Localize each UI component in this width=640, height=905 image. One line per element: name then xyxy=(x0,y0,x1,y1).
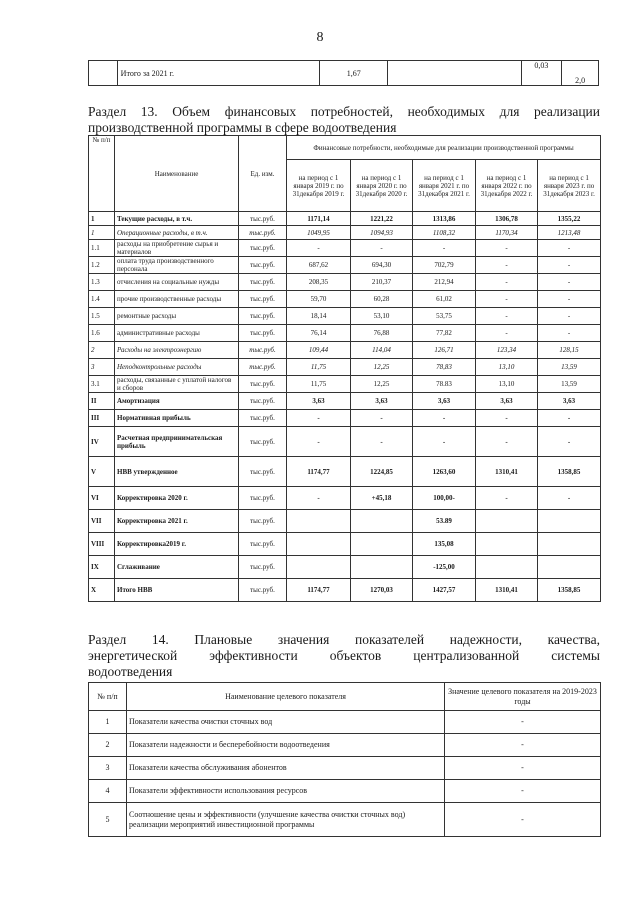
row-value xyxy=(476,533,538,556)
row-value: - xyxy=(476,257,538,274)
row-value xyxy=(287,510,351,533)
row-value: - xyxy=(538,308,601,325)
col-header-period: на период с 1 января 2021 г. по 31декабря 2021 г. xyxy=(413,160,476,212)
row-value xyxy=(351,510,413,533)
row-value: 1355,22 xyxy=(538,212,601,226)
heading-line: Раздел 14. Плановые значения показателей надежности, качества, xyxy=(88,632,600,647)
row-value: 3,63 xyxy=(351,393,413,410)
row-value: - xyxy=(351,427,413,457)
row-value xyxy=(287,556,351,579)
row-unit: тыс.руб. xyxy=(239,556,287,579)
table-row xyxy=(89,359,601,376)
row-name: Показатели надежности и бесперебойности водоотведения xyxy=(127,734,445,757)
row-value: 1306,78 xyxy=(476,212,538,226)
row-number: 1.5 xyxy=(89,308,115,325)
col-header-group: Финансовые потребности, необходимые для реализации производственной программы xyxy=(287,136,601,160)
row-name: Корректировка2019 г. xyxy=(115,533,239,556)
row-value: 1358,85 xyxy=(538,457,601,487)
col-header-num: № п/п xyxy=(89,683,127,711)
row-number: 2 xyxy=(89,734,127,757)
row-value: - xyxy=(476,325,538,342)
row-value: 53.89 xyxy=(413,510,476,533)
row-number: 5 xyxy=(89,803,127,837)
row-name: оплата труда производственного персонала xyxy=(115,257,239,274)
row-value: - xyxy=(538,427,601,457)
header-row xyxy=(89,683,601,711)
col-header-period: на период с 1 января 2022 г. по 31декабря 2022 г. xyxy=(476,160,538,212)
row-value: 1224,85 xyxy=(351,457,413,487)
row-value: 3,63 xyxy=(476,393,538,410)
row-name: Расчетная предпринимательская прибыль xyxy=(115,427,239,457)
table-row xyxy=(89,734,601,757)
row-name: Неподконтрольные расходы xyxy=(115,359,239,376)
row-value: - xyxy=(476,308,538,325)
row-value: 1049,95 xyxy=(287,226,351,240)
row-unit: тыс.руб. xyxy=(239,257,287,274)
col-header-period: на период с 1 января 2019 г. по 31декабря 2019 г. xyxy=(287,160,351,212)
row-value: - xyxy=(413,410,476,427)
row-number: 3 xyxy=(89,359,115,376)
row-value: 1263,60 xyxy=(413,457,476,487)
table-row xyxy=(89,308,601,325)
table-row xyxy=(89,393,601,410)
row-unit: тыс.руб. xyxy=(239,308,287,325)
table-row xyxy=(89,61,599,86)
row-number: 1.6 xyxy=(89,325,115,342)
table-row xyxy=(89,212,601,226)
row-value: - xyxy=(476,487,538,510)
row-number: 3 xyxy=(89,757,127,780)
row-value xyxy=(538,533,601,556)
row-value: 13,10 xyxy=(476,376,538,393)
heading-line: Раздел 13. Объем финансовых потребностей, необходимых для реализации xyxy=(88,104,600,119)
row-value xyxy=(476,510,538,533)
row-value: 11,75 xyxy=(287,376,351,393)
row-value: - xyxy=(413,427,476,457)
row-unit: тыс.руб. xyxy=(239,579,287,602)
col-header-name: Наименование целевого показателя xyxy=(127,683,445,711)
row-unit: тыс.руб. xyxy=(239,457,287,487)
row-value: 12,25 xyxy=(351,359,413,376)
col-header-value: Значение целевого показателя на 2019-2023 годы xyxy=(445,683,601,711)
row-value: - xyxy=(538,240,601,257)
row-value: 208,35 xyxy=(287,274,351,291)
carry-over-table xyxy=(88,60,599,86)
row-number: X xyxy=(89,579,115,602)
row-value: 1,67 xyxy=(320,61,388,86)
row-value: 76,88 xyxy=(351,325,413,342)
row-value: - xyxy=(476,274,538,291)
row-number: 1 xyxy=(89,711,127,734)
row-number: 1.4 xyxy=(89,291,115,308)
row-value: 13,59 xyxy=(538,359,601,376)
row-unit: тыс.руб. xyxy=(239,427,287,457)
row-value: 694,30 xyxy=(351,257,413,274)
row-value: - xyxy=(445,757,601,780)
row-name: Показатели качества обслуживания абонентов xyxy=(127,757,445,780)
row-value: 1310,41 xyxy=(476,457,538,487)
row-unit: тыс.руб. xyxy=(239,487,287,510)
row-number: 1 xyxy=(89,226,115,240)
table-row xyxy=(89,487,601,510)
row-value xyxy=(476,556,538,579)
row-value: - xyxy=(445,711,601,734)
table-row xyxy=(89,533,601,556)
row-number: 1.2 xyxy=(89,257,115,274)
row-value: 114,04 xyxy=(351,342,413,359)
row-name: Нормативная прибыль xyxy=(115,410,239,427)
row-value: - xyxy=(476,240,538,257)
table-row xyxy=(89,579,601,602)
table-row xyxy=(89,410,601,427)
row-unit: тыс.руб. xyxy=(239,533,287,556)
table-row xyxy=(89,226,601,240)
row-value: +45,18 xyxy=(351,487,413,510)
row-unit: тыс.руб. xyxy=(239,240,287,257)
row-name: Соотношение цены и эффективности (улучшение качества очистки сточных вод) реализации мероприятий инвестиционной программы xyxy=(127,803,445,837)
row-value: - xyxy=(538,291,601,308)
row-value: - xyxy=(476,427,538,457)
target-indicators-table xyxy=(88,682,601,837)
row-number: 1.1 xyxy=(89,240,115,257)
table-row xyxy=(89,711,601,734)
row-name: Текущие расходы, в т.ч. xyxy=(115,212,239,226)
row-value: 1171,14 xyxy=(287,212,351,226)
table-row xyxy=(89,780,601,803)
row-value: 1094,93 xyxy=(351,226,413,240)
row-value: 3,63 xyxy=(413,393,476,410)
row-value xyxy=(538,510,601,533)
row-value: 109,44 xyxy=(287,342,351,359)
row-name: расходы, связанные с уплатой налогов и сборов xyxy=(115,376,239,393)
row-unit: тыс.руб. xyxy=(239,325,287,342)
row-number: 3.1 xyxy=(89,376,115,393)
row-number: 2 xyxy=(89,342,115,359)
table-row xyxy=(89,757,601,780)
row-value: 61,02 xyxy=(413,291,476,308)
row-number: VI xyxy=(89,487,115,510)
row-number: IX xyxy=(89,556,115,579)
table-row xyxy=(89,291,601,308)
row-value: 687,62 xyxy=(287,257,351,274)
heading-line: водоотведения xyxy=(88,664,173,679)
section-14-heading xyxy=(88,632,600,680)
table-row xyxy=(89,457,601,487)
row-value: 1358,85 xyxy=(538,579,601,602)
row-value: 78,83 xyxy=(413,359,476,376)
row-name: Расходы на электроэнергию xyxy=(115,342,239,359)
row-number: V xyxy=(89,457,115,487)
table-row xyxy=(89,556,601,579)
row-value: 12,25 xyxy=(351,376,413,393)
row-value: 1108,32 xyxy=(413,226,476,240)
row-value: 11,75 xyxy=(287,359,351,376)
row-name: НВВ утвержденное xyxy=(115,457,239,487)
row-value: 1174,77 xyxy=(287,457,351,487)
section-13-heading xyxy=(88,104,600,136)
row-label: Итого за 2021 г. xyxy=(117,61,319,86)
row-name: расходы на приобретение сырья и материалов xyxy=(115,240,239,257)
row-value: 123,34 xyxy=(476,342,538,359)
row-value xyxy=(351,556,413,579)
row-value: 1270,03 xyxy=(351,579,413,602)
row-value: 1174,77 xyxy=(287,579,351,602)
col-header-num: № п/п xyxy=(89,136,115,212)
row-unit: тыс.руб. xyxy=(239,410,287,427)
row-number: III xyxy=(89,410,115,427)
row-name: Корректировка 2021 г. xyxy=(115,510,239,533)
row-unit: тыс.руб. xyxy=(239,510,287,533)
row-unit: тыс.руб. xyxy=(239,376,287,393)
row-name: административные расходы xyxy=(115,325,239,342)
row-unit: тыс.руб. xyxy=(239,212,287,226)
row-name: Показатели качества очистки сточных вод xyxy=(127,711,445,734)
row-value: - xyxy=(351,410,413,427)
row-value: - xyxy=(287,410,351,427)
row-value: - xyxy=(538,274,601,291)
row-value: 210,37 xyxy=(351,274,413,291)
row-value: 78.83 xyxy=(413,376,476,393)
row-value: 1427,57 xyxy=(413,579,476,602)
row-value xyxy=(351,533,413,556)
table-row xyxy=(89,427,601,457)
row-value xyxy=(287,533,351,556)
row-name: Показатели эффективности использования ресурсов xyxy=(127,780,445,803)
row-value: 3,63 xyxy=(287,393,351,410)
row-value: 18,14 xyxy=(287,308,351,325)
row-value xyxy=(538,556,601,579)
row-value: - xyxy=(351,240,413,257)
row-value: 60,28 xyxy=(351,291,413,308)
row-value: 77,82 xyxy=(413,325,476,342)
row-value: - xyxy=(287,240,351,257)
row-value: - xyxy=(538,325,601,342)
row-number: 4 xyxy=(89,780,127,803)
row-number: VIII xyxy=(89,533,115,556)
row-value: 0,03 xyxy=(521,61,562,86)
row-number: VII xyxy=(89,510,115,533)
row-value: - xyxy=(476,410,538,427)
table-row xyxy=(89,274,601,291)
row-value: - xyxy=(413,240,476,257)
row-name: Сглаживание xyxy=(115,556,239,579)
row-number: 1.3 xyxy=(89,274,115,291)
row-name: ремонтные расходы xyxy=(115,308,239,325)
row-value: -125,00 xyxy=(413,556,476,579)
row-value: - xyxy=(287,487,351,510)
row-value: 1170,34 xyxy=(476,226,538,240)
row-unit: тыс.руб. xyxy=(239,342,287,359)
table-row xyxy=(89,257,601,274)
row-value: 212,94 xyxy=(413,274,476,291)
row-name: Корректировка 2020 г. xyxy=(115,487,239,510)
col-header-unit: Ед. изм. xyxy=(239,136,287,212)
row-value: - xyxy=(538,487,601,510)
table-row xyxy=(89,240,601,257)
row-name: прочие производственные расходы xyxy=(115,291,239,308)
row-number: 1 xyxy=(89,212,115,226)
table-row xyxy=(89,803,601,837)
table-row xyxy=(89,376,601,393)
header-row xyxy=(89,136,601,160)
col-header-period: на период с 1 января 2020 г. по 31декабря 2020 г. xyxy=(351,160,413,212)
row-value: - xyxy=(538,257,601,274)
row-name: отчисления на социальные нужды xyxy=(115,274,239,291)
row-value: 126,71 xyxy=(413,342,476,359)
row-unit: тыс.руб. xyxy=(239,274,287,291)
row-name: Амортизация xyxy=(115,393,239,410)
row-unit: тыс.руб. xyxy=(239,393,287,410)
table-row xyxy=(89,325,601,342)
row-unit: тыс.руб. xyxy=(239,226,287,240)
row-number: II xyxy=(89,393,115,410)
row-value: 1310,41 xyxy=(476,579,538,602)
row-value: 128,15 xyxy=(538,342,601,359)
row-value: - xyxy=(445,780,601,803)
row-value: - xyxy=(476,291,538,308)
row-value: - xyxy=(538,410,601,427)
row-value: 100,00- xyxy=(413,487,476,510)
row-name: Итого НВВ xyxy=(115,579,239,602)
heading-line: производственной программы в сфере водоотведения xyxy=(88,120,397,135)
row-value: - xyxy=(445,803,601,837)
row-value: 3,63 xyxy=(538,393,601,410)
row-value: 1221,22 xyxy=(351,212,413,226)
page-number: 8 xyxy=(316,30,324,45)
row-value: - xyxy=(445,734,601,757)
row-value: 53,75 xyxy=(413,308,476,325)
heading-line: энергетической эффективности объектов централизованной системы xyxy=(88,648,600,663)
row-value: 1313,86 xyxy=(413,212,476,226)
row-value: - xyxy=(287,427,351,457)
table-row xyxy=(89,510,601,533)
row-value: 59,70 xyxy=(287,291,351,308)
row-unit: тыс.руб. xyxy=(239,359,287,376)
col-header-period: на период с 1 января 2023 г. по 31декабря 2023 г. xyxy=(538,160,601,212)
row-value: 1213,48 xyxy=(538,226,601,240)
col-header-name: Наименование xyxy=(115,136,239,212)
row-value: 53,10 xyxy=(351,308,413,325)
row-unit: тыс.руб. xyxy=(239,291,287,308)
row-value: 2,0 xyxy=(562,61,599,86)
table-row xyxy=(89,342,601,359)
row-number: IV xyxy=(89,427,115,457)
row-value: 135,08 xyxy=(413,533,476,556)
row-value: 13,59 xyxy=(538,376,601,393)
row-value: 76,14 xyxy=(287,325,351,342)
financial-needs-table xyxy=(88,135,601,602)
row-value: 702,79 xyxy=(413,257,476,274)
row-value: 13,10 xyxy=(476,359,538,376)
row-name: Операционные расходы, в т.ч. xyxy=(115,226,239,240)
